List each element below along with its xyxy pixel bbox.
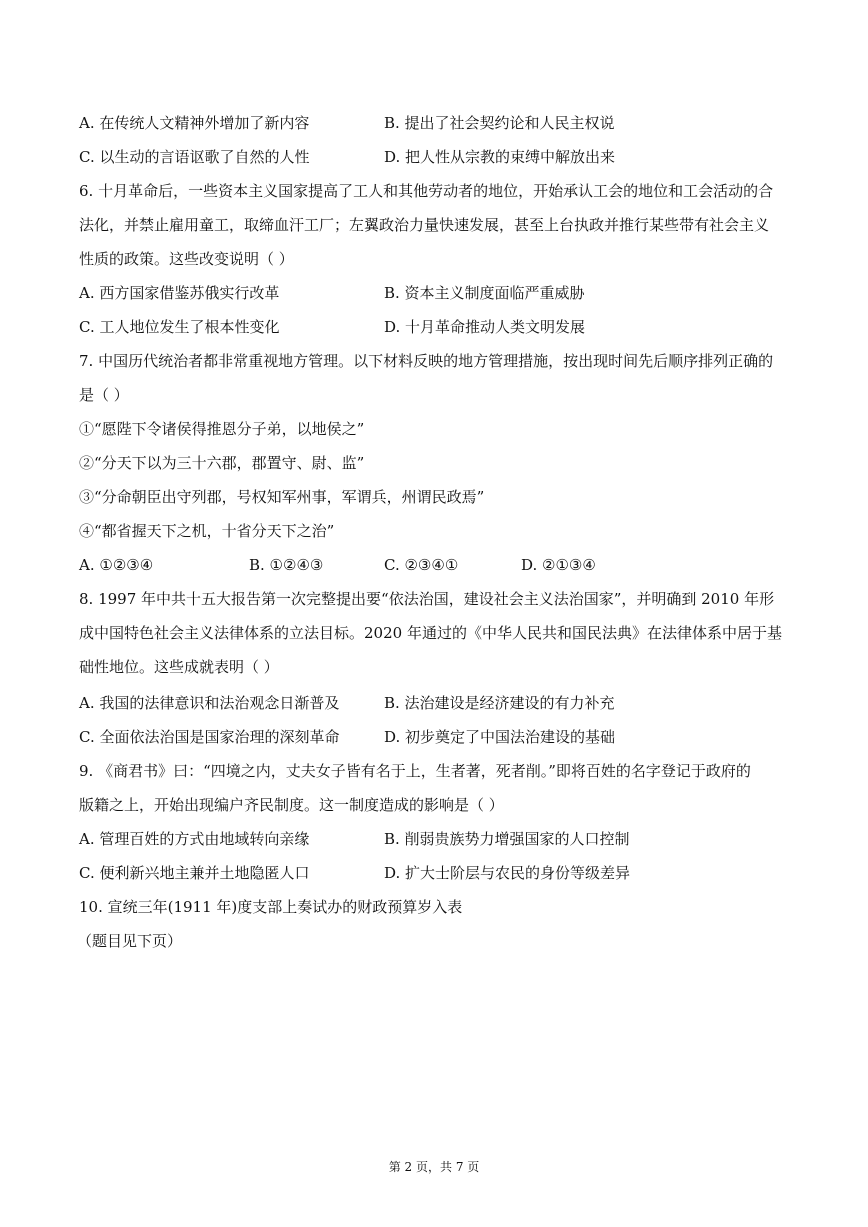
q6-stem-line-1: 6. 十月革命后，一些资本主义国家提高了工人和其他劳动者的地位，开始承认工会的地位和工会活动的合 [79, 182, 774, 200]
q5-option-c: C. 以生动的言语讴歌了自然的人性 [79, 148, 310, 166]
q5-option-d: D. 把人性从宗教的束缚中解放出来 [384, 148, 616, 166]
q7-item-3: ③“分命朝臣出守列郡，号权知军州事，军谓兵，州谓民政焉” [79, 488, 485, 506]
q6-option-b: B. 资本主义制度面临严重威胁 [384, 284, 585, 302]
q9-option-c: C. 便利新兴地主兼并土地隐匿人口 [79, 864, 310, 882]
q9-stem-line-2: 版籍之上，开始出现编户齐民制度。这一制度造成的影响是（ ） [79, 796, 504, 814]
q6-stem-line-3: 性质的政策。这些改变说明（ ） [79, 250, 294, 268]
q7-option-b: B. ①②④③ [249, 556, 324, 574]
q10-continue-note: （题目见下页） [77, 932, 183, 950]
q6-stem-line-2: 法化，并禁止雇用童工，取缔血汗工厂；左翼政治力量快速发展，甚至上台执政并推行某些带有社会主义 [79, 216, 770, 234]
q8-stem-line-3: 础性地位。这些成就表明（ ） [79, 658, 279, 676]
q7-stem-line-2: 是（ ） [79, 386, 129, 404]
q8-option-d: D. 初步奠定了中国法治建设的基础 [384, 728, 616, 746]
q6-option-a: A. 西方国家借鉴苏俄实行改革 [79, 284, 280, 302]
q9-option-b: B. 削弱贵族势力增强国家的人口控制 [384, 830, 630, 848]
q6-option-c: C. 工人地位发生了根本性变化 [79, 318, 280, 336]
q9-stem-line-1: 9. 《商君书》曰：“四境之内，丈夫女子皆有名于上，生者著，死者削。”即将百姓的名字登记于政府的 [79, 762, 751, 780]
q8-option-b: B. 法治建设是经济建设的有力补充 [384, 694, 615, 712]
q7-option-c: C. ②③④① [384, 556, 459, 574]
q7-item-2: ②“分天下以为三十六郡，郡置守、尉、监” [79, 454, 365, 472]
q5-option-a: A. 在传统人文精神外增加了新内容 [79, 114, 310, 132]
q10-stem: 10. 宣统三年(1911 年)度支部上奏试办的财政预算岁入表 [79, 898, 463, 916]
q9-option-d: D. 扩大士阶层与农民的身份等级差异 [384, 864, 631, 882]
q7-stem-line-1: 7. 中国历代统治者都非常重视地方管理。以下材料反映的地方管理措施，按出现时间先后顺序排列正确的 [79, 352, 774, 370]
q8-stem-line-1: 8. 1997 年中共十五大报告第一次完整提出要“依法治国，建设社会主义法治国家”，并明确到 2010 年形 [79, 590, 775, 608]
q8-option-c: C. 全面依法治国是国家治理的深刻革命 [79, 728, 340, 746]
q8-stem-line-2: 成中国特色社会主义法律体系的立法目标。2020 年通过的《中华人民共和国民法典》在法律体系中居于基 [79, 624, 782, 642]
q9-option-a: A. 管理百姓的方式由地域转向亲缘 [79, 830, 310, 848]
page-number-footer: 第 2 页，共 7 页 [388, 1160, 480, 1174]
q6-option-d: D. 十月革命推动人类文明发展 [384, 318, 586, 336]
q8-option-a: A. 我国的法律意识和法治观念日渐普及 [79, 694, 340, 712]
q7-item-1: ①“愿陛下令诸侯得推恩分子弟，以地侯之” [79, 420, 365, 438]
q7-option-d: D. ②①③④ [521, 556, 596, 574]
q7-item-4: ④“都省握天下之机，十省分天下之治” [79, 522, 335, 540]
q5-option-b: B. 提出了社会契约论和人民主权说 [384, 114, 615, 132]
q7-option-a: A. ①②③④ [79, 556, 154, 574]
